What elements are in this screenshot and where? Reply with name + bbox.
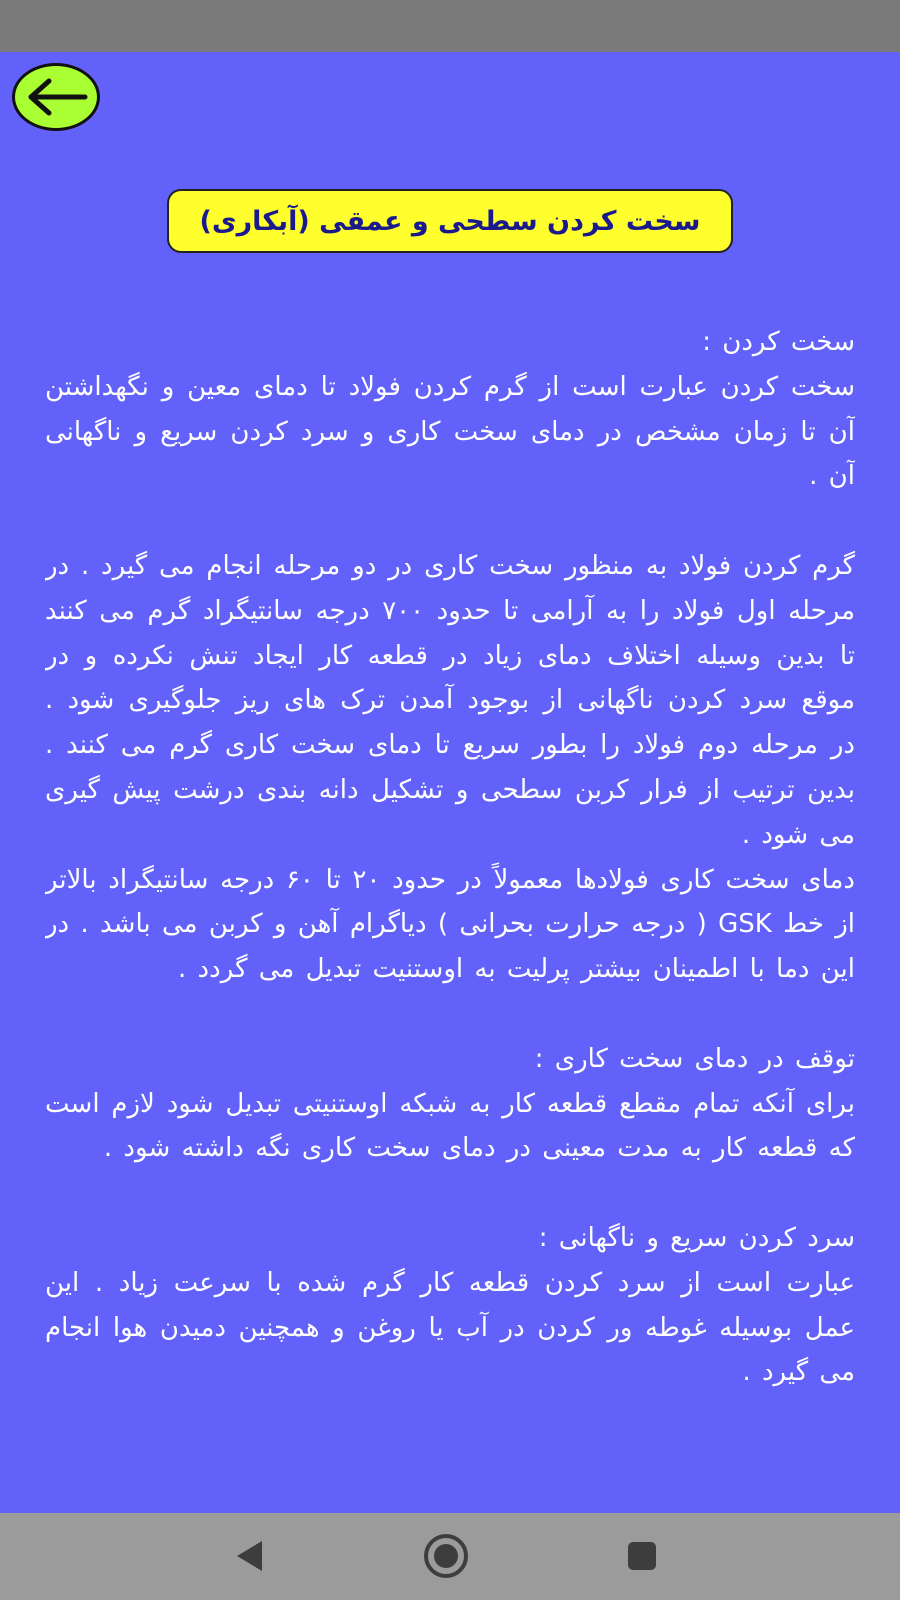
navigation-bar: [0, 1513, 900, 1600]
paragraph-gap: [45, 992, 855, 1037]
title-box: [167, 189, 733, 253]
paragraph-heating-stages: گرم کردن فولاد به منظور سخت کاری در دو مرحله انجام می گیرد . در مرحله اول فولاد را به آرامی تا حدود ۷۰۰ درجه سانتیگراد گرم می کنند تا بدین وسیله اختلاف دمای زیاد در قطعه کار ایجاد تنش نکرده و در موقع سرد کردن ناگهانی از بوجود آمدن ترک های ریز جلوگیری شود . در مرحله دوم فولاد را بطور سریع تا دمای سخت کاری گرم می کنند . بدین ترتیب از فرار کربن سطحی و تشکیل دانه بندی درشت پیش گیری می شود .: [45, 550, 855, 850]
nav-back-button[interactable]: [225, 1531, 275, 1581]
circle-home-icon: [422, 1532, 470, 1580]
article-content: [45, 320, 855, 1513]
square-recents-icon: [625, 1539, 659, 1573]
paragraph-holding: برای آنکه تمام مقطع قطعه کار به شبکه اوستنیتی تبدیل شود لازم است که قطعه کار به مدت معینی در دمای سخت کاری نگه داشته شود .: [45, 1088, 855, 1164]
paragraph-hardening-temperature: دمای سخت کاری فولادها معمولاً در حدود ۲۰ تا ۶۰ درجه سانتیگراد بالاتر از خط GSK ( درجه حرارت بحرانی ) دیاگرام آهن و کربن می باشد . در این دما با اطمینان بیشتر پرلیت به اوستنیت تبدیل می گردد .: [45, 864, 855, 985]
paragraph-gap: [45, 499, 855, 544]
paragraph-gap: [45, 1171, 855, 1216]
back-button[interactable]: [12, 63, 100, 131]
paragraph-quenching: عبارت است از سرد کردن قطعه کار گرم شده با سرعت زیاد . این عمل بوسیله غوطه ور کردن در آب یا روغن و همچنین دمیدن هوا انجام می گیرد .: [45, 1267, 855, 1388]
paragraph-hardening-definition: سخت کردن عبارت است از گرم کردن فولاد تا دمای معین و نگهداشتن آن تا زمان مشخص در دمای سخت کاری و سرد کردن سریع و ناگهانی آن .: [45, 371, 855, 492]
section-heading-holding: توقف در دمای سخت کاری :: [534, 1043, 855, 1074]
nav-recents-button[interactable]: [617, 1531, 667, 1581]
page-title: سخت کردن سطحی و عمقی (آبکاری): [199, 205, 701, 237]
triangle-back-icon: [232, 1538, 268, 1574]
section-heading-quenching: سرد کردن سریع و ناگهانی :: [538, 1222, 855, 1253]
status-bar: [0, 0, 900, 52]
nav-home-button[interactable]: [421, 1531, 471, 1581]
section-heading-hardening: سخت کردن :: [702, 327, 855, 357]
arrow-left-icon: [23, 77, 89, 117]
